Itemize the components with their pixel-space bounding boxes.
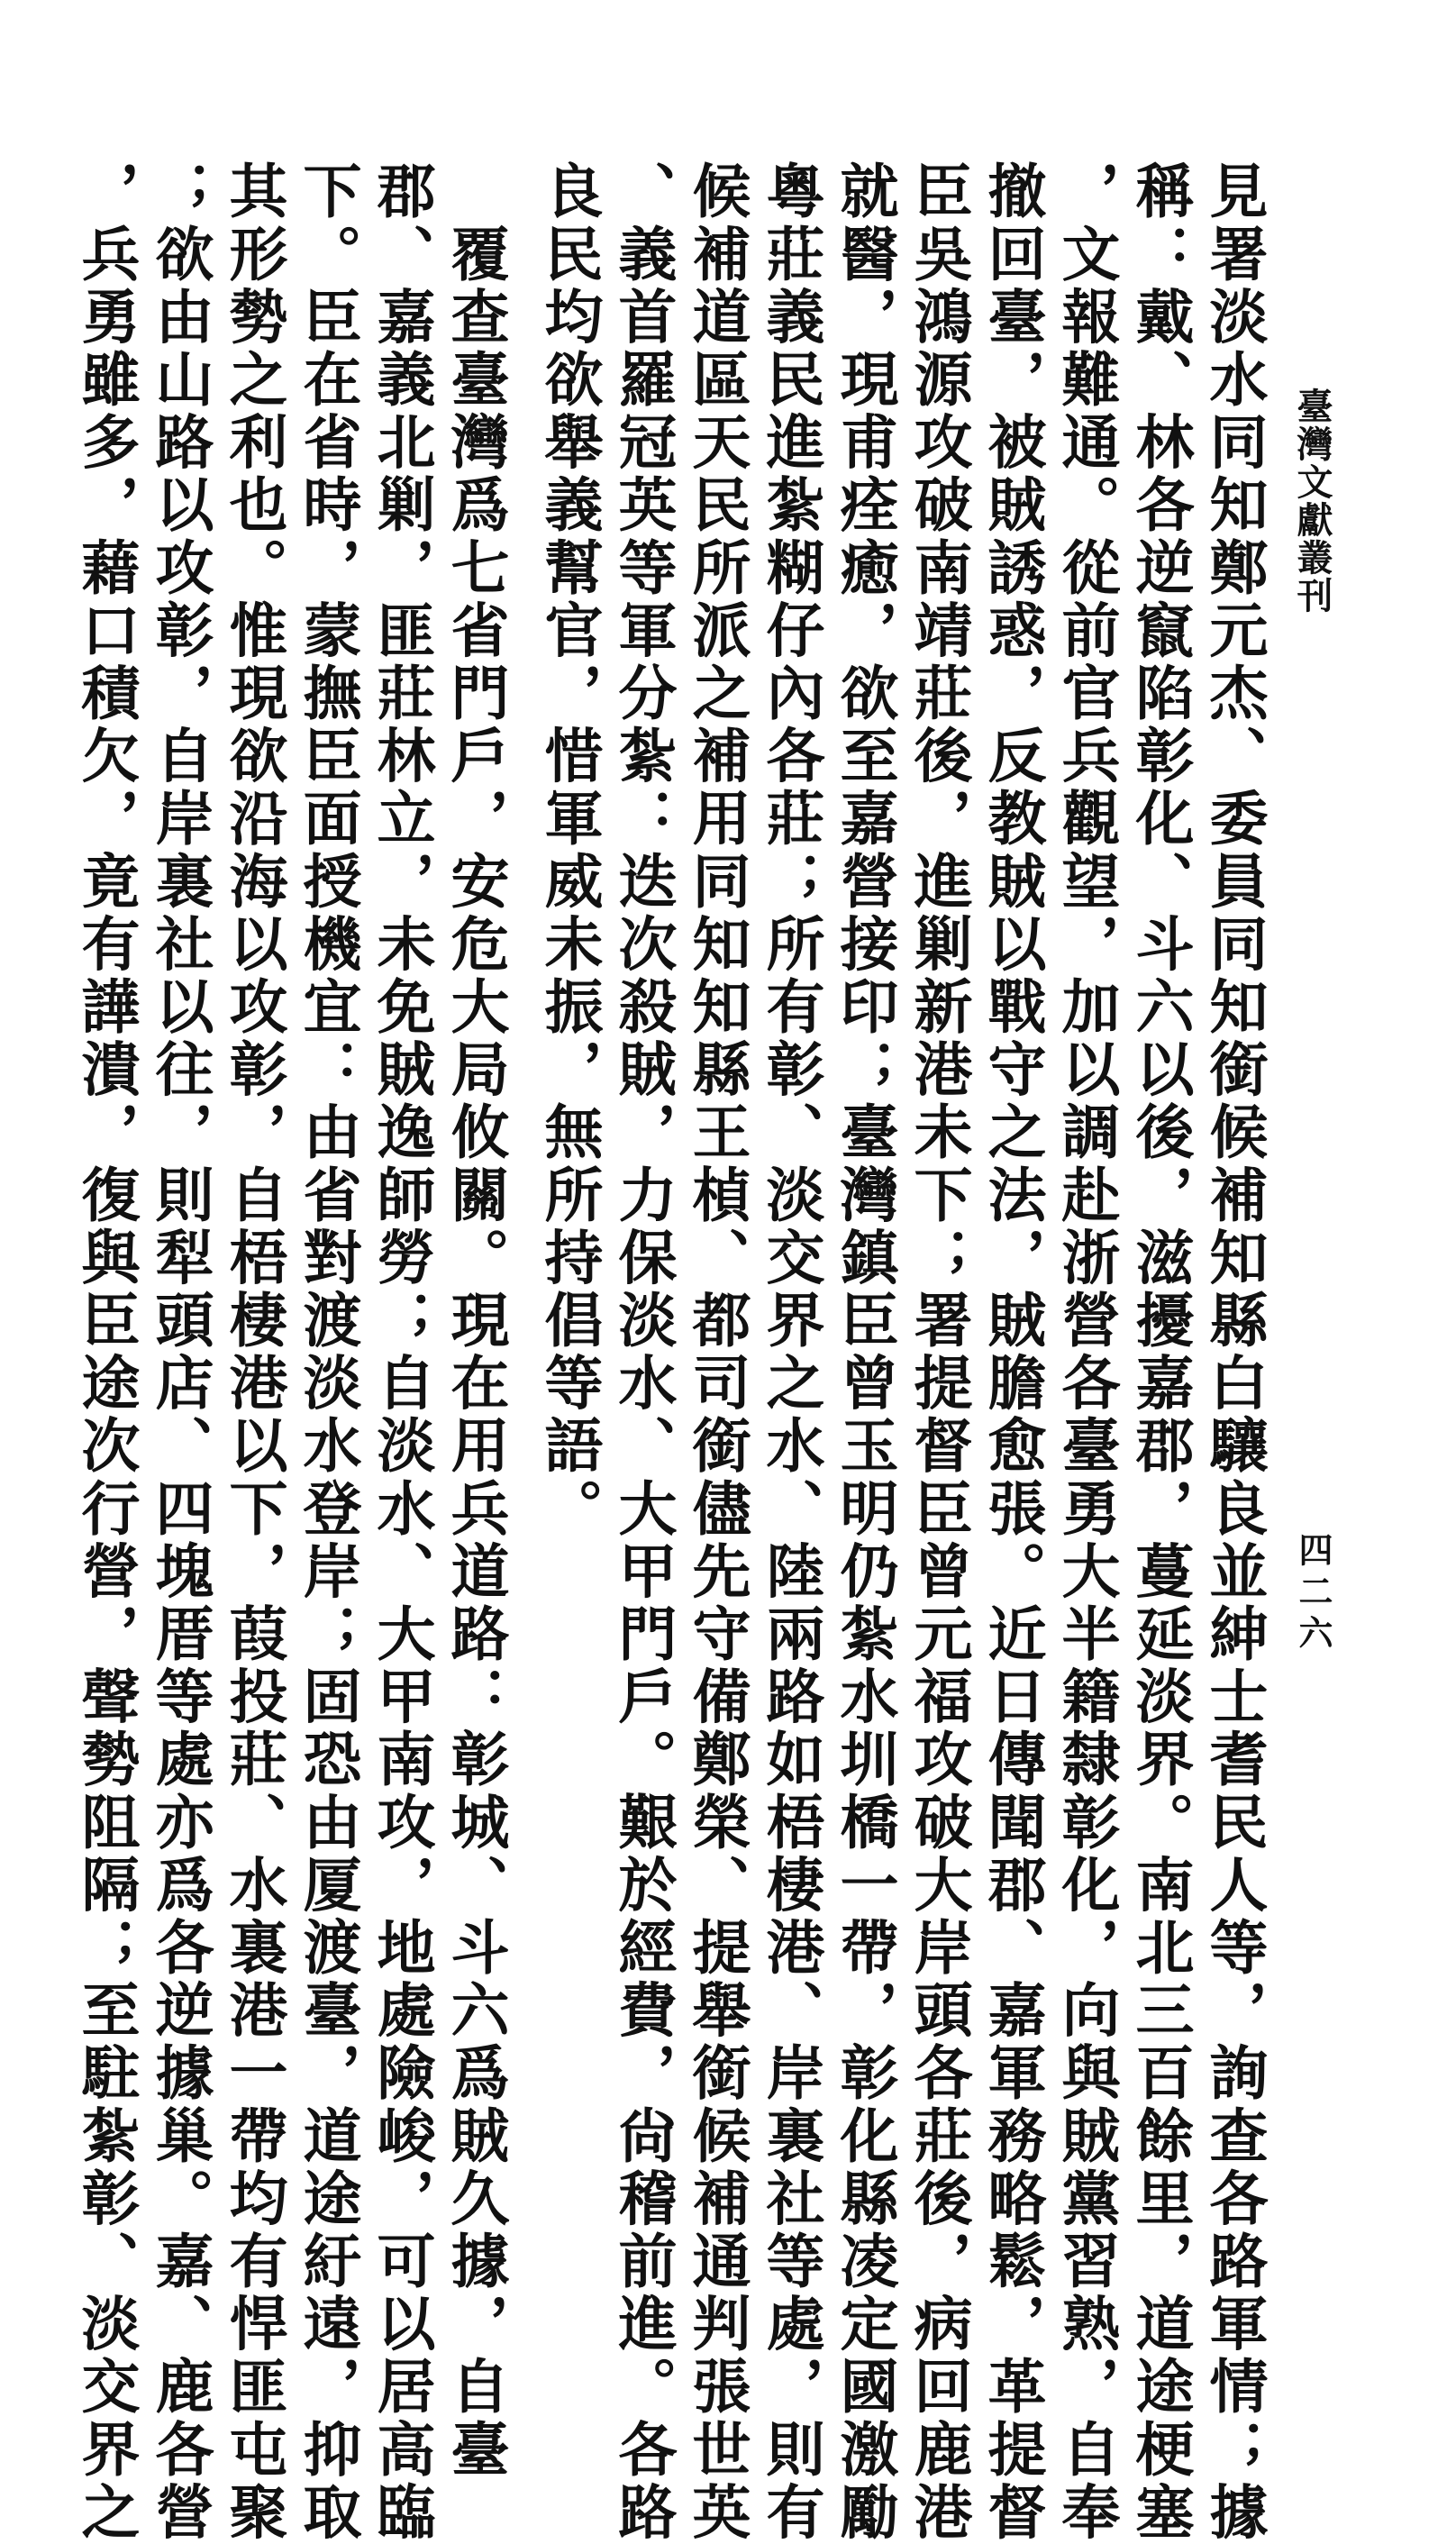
text-column-2: 稱：戴、林各逆竄陷彰化、斗六以後，滋擾嘉郡，蔓延淡界。南北三百餘里，道途梗塞 [1125, 160, 1194, 2544]
text-column-5: 臣吳鴻源攻破南靖莊後，進剿新港未下；署提督臣曾元福攻破大岸頭各莊後，病回鹿港 [904, 160, 972, 2544]
body-text [71, 160, 1270, 2544]
text-column-4: 撤回臺，被賊誘惑，反教賊以戰守之法，賊膽愈張。近日傳聞郡、嘉軍務略鬆，革提督 [978, 160, 1046, 2544]
text-column-1: 見署淡水同知鄭元杰、委員同知銜候補知縣白驤良並紳士耆民人等，詢查各路軍情；據 [1199, 160, 1268, 2544]
text-column-7: 粵莊義民進紮糊仔內各莊；所有彰、淡交界之水、陸兩路如梧棲港、岸裏社等處，則有 [756, 160, 824, 2544]
running-header-title: 臺灣文獻叢刊 [1291, 388, 1333, 615]
text-column-3: ，文報難通。從前官兵觀望，加以調赴浙營各臺勇大半籍隸彰化，向與賊黨習熟，自奉 [1051, 160, 1120, 2544]
text-column-12: 郡、嘉義北剿，匪莊林立，未免賊逸師勞；自淡水、大甲南攻，地處險峻，可以居高臨 [367, 160, 435, 2544]
text-column-13: 下。臣在省時，蒙撫臣面授機宜：由省對渡淡水登岸；固恐由厦渡臺，道途紆遠，抑取 [293, 160, 361, 2544]
paragraph-gap [512, 160, 532, 1981]
text-column-16: ，兵勇雖多，藉口積欠，竟有譁潰，復與臣途次行營，聲勢阻隔；至駐紮彰、淡交界之 [71, 160, 140, 2544]
text-column-11: 覆查臺灣爲七省門戶，安危大局攸關。現在用兵道路：彰城、斗六爲賊久據，自臺 [441, 160, 509, 2482]
text-column-15: ；欲由山路以攻彰，自岸裏社以往，則犁頭店、四塊厝等處亦爲各逆據巢。嘉、鹿各營 [145, 160, 214, 2544]
text-column-8: 候補道區天民所派之補用同知知縣王楨、都司銜儘先守備鄭榮、提舉銜候補通判張世英 [682, 160, 751, 2544]
text-column-14: 其形勢之利也。惟現欲沿海以攻彰，自梧棲港以下，葭投莊、水裏港一帶均有悍匪屯聚 [219, 160, 287, 2544]
text-column-10: 良民均欲舉義幫官，惜軍威未振，無所持倡等語。 [534, 160, 603, 1541]
page-number: 四二六 [1293, 1532, 1333, 1656]
text-column-6: 就醫，現甫痊癒，欲至嘉營接印；臺灣鎮臣曾玉明仍紮水圳橋一帶，彰化縣凌定國激勵 [830, 160, 898, 2544]
text-column-9: 、義首羅冠英等軍分紮：迭次殺賊，力保淡水、大甲門戶。艱於經費，尙稽前進。各路 [608, 160, 677, 2544]
